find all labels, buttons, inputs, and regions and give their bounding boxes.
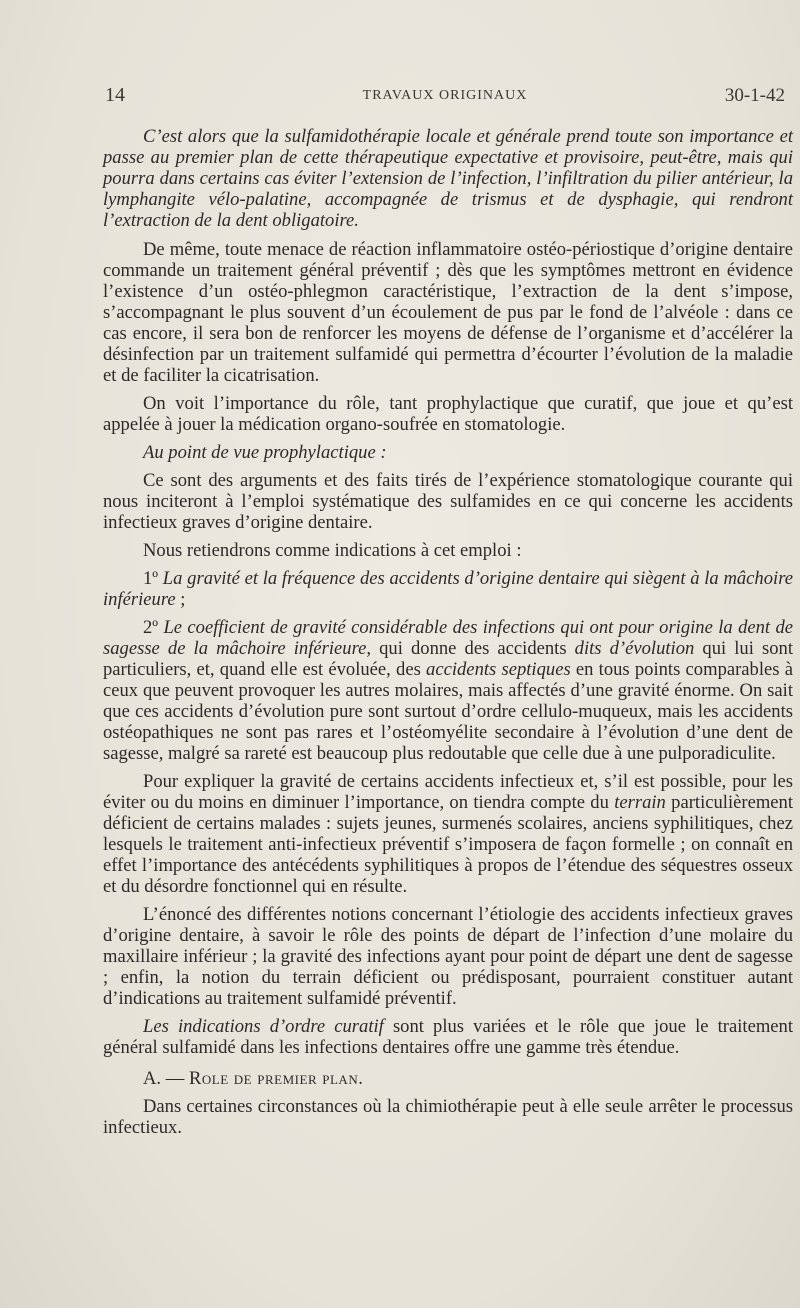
running-title: TRAVAUX ORIGINAUX	[362, 88, 528, 103]
subheading-text: Au point de vue prophylactique :	[143, 442, 387, 463]
numbered-item	[103, 617, 793, 764]
item-number: 1º	[143, 568, 159, 589]
item-italic: Le coefficient de gravité considérable des infections qui ont pour origine la dent de sagesse de la mâchoire inférieure,	[103, 617, 793, 659]
item-number: 2º	[143, 617, 159, 638]
paragraph: Nous retiendrons comme indications à cet emploi :	[143, 540, 522, 561]
paragraph: Ce sont des arguments et des faits tirés de l’expérience stomatologique courante qui nous inciteront à l’emploi systématique des sulfamides en ce qui concerne les accidents infectieux graves d’origine dentaire.	[103, 470, 793, 533]
numbered-item	[103, 568, 793, 610]
item-end: ;	[175, 589, 186, 610]
item-text: qui donne des accidents	[371, 638, 575, 659]
item-text: qui lui sont particuliers, et, quand elle est évoluée, des	[103, 638, 793, 680]
issue-date: 30-1-42	[724, 85, 785, 106]
section-title: Role de premier plan.	[188, 1068, 364, 1089]
item-text: en tous points comparables à ceux que peuvent provoquer les autres molaires, mais affectés d’une gravité énorme. On sait que ces accidents d’évolution pure sont surtout d’ordre cellulo-muqueux, mais les accidents ostéopathiques ne sont pas rares et l’ostéomyélite secondaire à l’évolution d’une dent de sagesse, malgré sa rareté est beaucoup plus redoutable que celle due à une pulporadiculite.	[103, 659, 793, 764]
paragraph: Dans certaines circonstances où la chimiothérapie peut à elle seule arrêter le processus infectieux.	[103, 1096, 793, 1138]
section-heading	[103, 1068, 793, 1089]
article-body	[103, 126, 793, 1145]
section-subheading	[103, 442, 793, 463]
paragraph	[103, 771, 793, 897]
paragraph-text: Pour expliquer la gravité de certains accidents infectieux et, s’il est possible, pour les éviter ou du moins en diminuer l’importance, on tiendra compte du	[103, 771, 793, 813]
item-text: La gravité et la fréquence des accidents d’origine dentaire qui siègent à la mâchoire inférieure	[103, 568, 793, 610]
running-header	[105, 84, 785, 110]
paragraph-italic: terrain	[614, 792, 666, 813]
paragraph: De même, toute menace de réaction inflammatoire ostéo-périostique d’origine dentaire commande un traitement général préventif ; dès que les symptômes mettront en évidence l’existence d’un ostéo-phlegmon caractéristique, l’extraction de la dent s’impose, s’accompagnant le plus souvent d’un écoulement de pus par le fond de l’alvéole : dans ce cas encore, il sera bon de renforcer les moyens de défense de l’organisme et d’accélérer la désinfection par un traitement sulfamidé qui permettra d’écourter l’évolution de la maladie et de faciliter la cicatrisation.	[103, 239, 793, 386]
paragraph: L’énoncé des différentes notions concernant l’étiologie des accidents infectieux graves d’origine dentaire, à savoir le rôle des points de départ de l’infection d’une molaire du maxillaire inférieur ; la gravité des infections ayant pour point de départ une dent de sagesse ; enfin, la notion du terrain déficient ou prédisposant, pourraient constituer autant d’indications au traitement sulfamidé préventif.	[103, 904, 793, 1009]
item-italic: accidents septiques	[426, 659, 571, 680]
page-number: 14	[105, 84, 125, 106]
section-label: A. —	[143, 1068, 189, 1089]
item-italic: dits d’évolution	[574, 638, 695, 659]
paragraph-text: particulièrement déficient de certains malades : sujets jeunes, surmenés scolaires, anciens syphilitiques, chez lesquels le traitement anti-infectieux préventif s’imposera de façon formelle ; on connaît en effet l’importance des antécédents syphilitiques à propos de l’étendue des séquestres osseux et du désordre fonctionnel qui en résulte.	[103, 792, 793, 897]
paragraph	[103, 1016, 793, 1058]
paragraph-italic: Les indications d’ordre curatif	[143, 1016, 384, 1037]
paragraph: On voit l’importance du rôle, tant prophylactique que curatif, que joue et qu’est appelée à jouer la médication organo-soufrée en stomatologie.	[103, 393, 793, 435]
paragraph: C’est alors que la sulfamidothérapie locale et générale prend toute son importance et passe au premier plan de cette thérapeutique expectative et provisoire, peut-être, mais qui pourra dans certains cas éviter l’extension de l’infection, l’infiltration du pilier antérieur, la lymphangite vélo-palatine, accompagnée de trismus et de dysphagie, qui rendront l’extraction de la dent obligatoire.	[103, 126, 793, 231]
paragraph-text: sont plus variées et le rôle que joue le traitement général sulfamidé dans les infections dentaires offre une gamme très étendue.	[103, 1016, 794, 1058]
